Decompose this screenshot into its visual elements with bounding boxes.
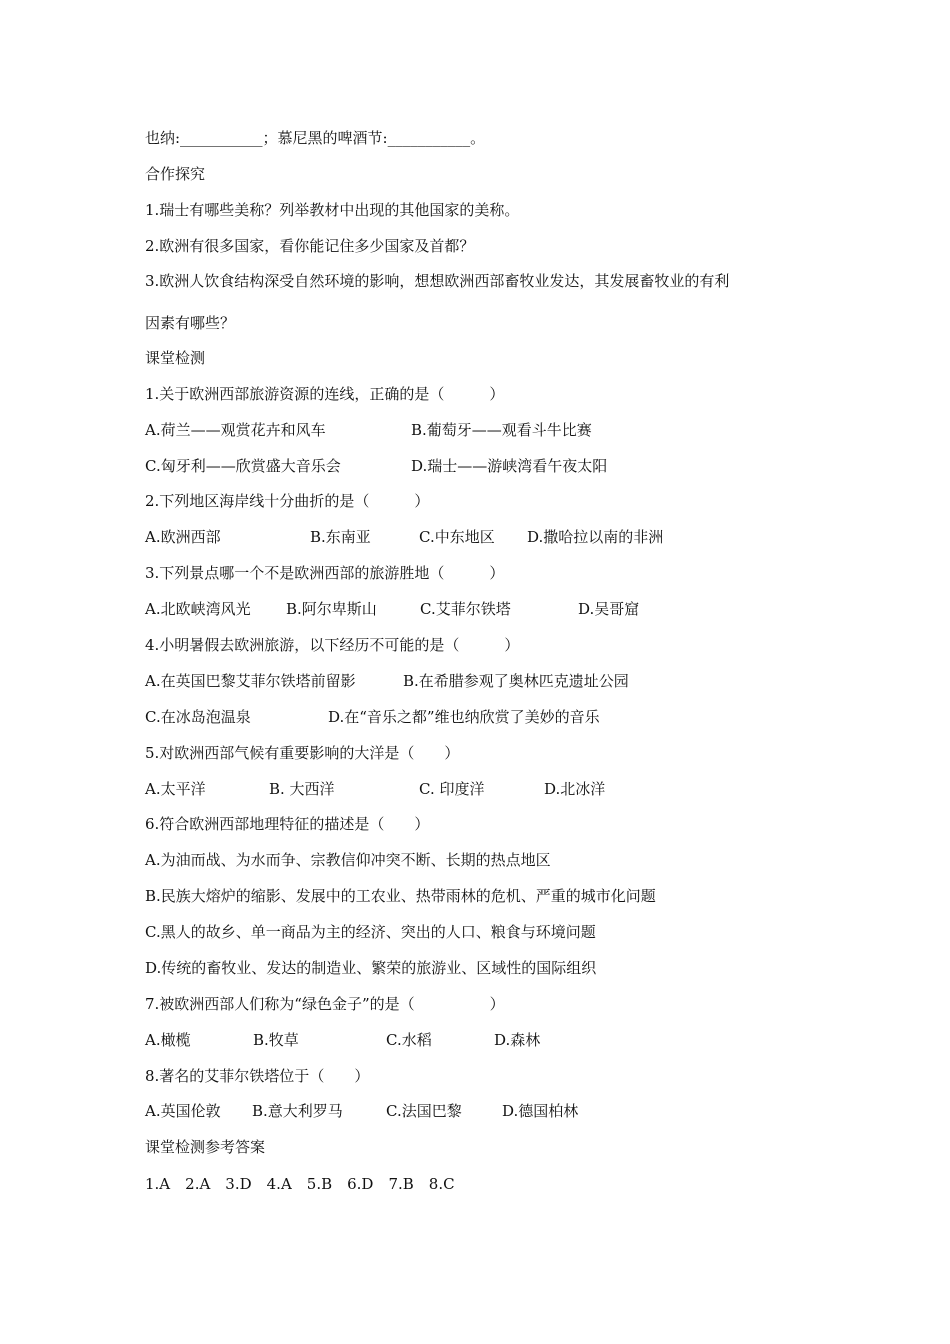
test-q3-option-d: D.吴哥窟 [578,600,640,618]
test-q1-option-a: A.荷兰——观赏花卉和风车 [145,421,326,439]
test-q8-option-d: D.德国柏林 [502,1102,579,1120]
test-q5-option-b: B. 大西洋 [269,780,335,798]
test-q3-option-a: A.北欧峡湾风光 [145,600,251,618]
test-q3-option-b: B.阿尔卑斯山 [286,600,377,618]
test-q8-option-c: C.法国巴黎 [386,1102,462,1120]
test-q1-options-row-2 [145,456,608,476]
test-q6-stem: 6.符合欧洲西部地理特征的描述是（ ） [145,815,430,833]
test-q1-option-b: B.葡萄牙——观看斗牛比赛 [411,421,592,439]
test-q5-stem: 5.对欧洲西部气候有重要影响的大洋是（ ） [145,744,460,762]
test-q7-options [145,1030,541,1050]
test-q8-stem: 8.著名的艾菲尔铁塔位于（ ） [145,1067,370,1085]
test-q4-option-d: D.在“音乐之都”维也纳欣赏了美妙的音乐 [328,708,600,726]
test-q5-option-c: C. 印度洋 [419,780,485,798]
test-q4-option-b: B.在希腊参观了奥林匹克遗址公园 [403,672,629,690]
test-q6-option-c: C.黑人的故乡、单一商品为主的经济、突出的人口、粮食与环境问题 [145,923,596,941]
test-q7-option-c: C.水稻 [386,1031,432,1049]
test-q7-option-a: A.橄榄 [145,1031,191,1049]
test-q1-stem: 1.关于欧洲西部旅游资源的连线，正确的是（ ） [145,385,505,403]
coop-question-3-line-1: 3.欧洲人饮食结构深受自然环境的影响，想想欧洲西部畜牧业发达，其发展畜牧业的有利 [145,272,730,290]
test-q7-stem: 7.被欧洲西部人们称为“绿色金子”的是（ ） [145,995,505,1013]
answers-line: 1.A 2.A 3.D 4.A 5.B 6.D 7.B 8.C [145,1175,455,1193]
test-q5-option-d: D.北冰洋 [544,780,606,798]
coop-question-3-line-2: 因素有哪些？ [145,314,236,332]
test-q6-option-b: B.民族大熔炉的缩影、发展中的工农业、热带雨林的危机、严重的城市化问题 [145,887,656,905]
coop-question-2: 2.欧洲有很多国家，看你能记住多少国家及首都？ [145,237,475,255]
test-q7-option-d: D.森林 [494,1031,541,1049]
test-q7-option-b: B.牧草 [253,1031,299,1049]
coop-heading: 合作探究 [145,165,206,183]
coop-question-1: 1.瑞士有哪些美称？列举教材中出现的其他国家的美称。 [145,201,520,219]
test-q5-option-a: A.太平洋 [145,780,206,798]
test-q4-options-row-2 [145,707,600,727]
test-q8-option-b: B.意大利罗马 [252,1102,343,1120]
test-q2-options [145,527,664,547]
test-q6-option-d: D.传统的畜牧业、发达的制造业、繁荣的旅游业、区域性的国际组织 [145,959,597,977]
test-q1-option-d: D.瑞士——游峡湾看午夜太阳 [411,457,608,475]
test-q2-option-b: B.东南亚 [310,528,371,546]
test-q8-options [145,1101,579,1121]
test-q4-option-a: A.在英国巴黎艾菲尔铁塔前留影 [145,672,356,690]
test-q5-options [145,779,606,799]
test-q2-stem: 2.下列地区海岸线十分曲折的是（ ） [145,492,430,510]
test-q2-option-c: C.中东地区 [419,528,495,546]
test-q3-options [145,599,640,619]
test-heading: 课堂检测 [145,349,206,367]
test-q6-option-a: A.为油而战、为水而争、宗教信仰冲突不断、长期的热点地区 [145,851,551,869]
test-q4-option-c: C.在冰岛泡温泉 [145,708,251,726]
test-q4-stem: 4.小明暑假去欧洲旅游，以下经历不可能的是（ ） [145,636,520,654]
test-q4-options-row-1 [145,671,629,691]
intro-line: 也纳:___________；慕尼黑的啤酒节:___________。 [145,129,486,147]
test-q2-option-a: A.欧洲西部 [145,528,221,546]
test-q8-option-a: A.英国伦敦 [145,1102,221,1120]
test-q3-stem: 3.下列景点哪一个不是欧洲西部的旅游胜地（ ） [145,564,505,582]
test-q3-option-c: C.艾菲尔铁塔 [420,600,511,618]
test-q1-option-c: C.匈牙利——欣赏盛大音乐会 [145,457,341,475]
test-q2-option-d: D.撒哈拉以南的非洲 [527,528,664,546]
test-q1-options-row-1 [145,420,592,440]
answers-heading: 课堂检测参考答案 [145,1138,266,1156]
